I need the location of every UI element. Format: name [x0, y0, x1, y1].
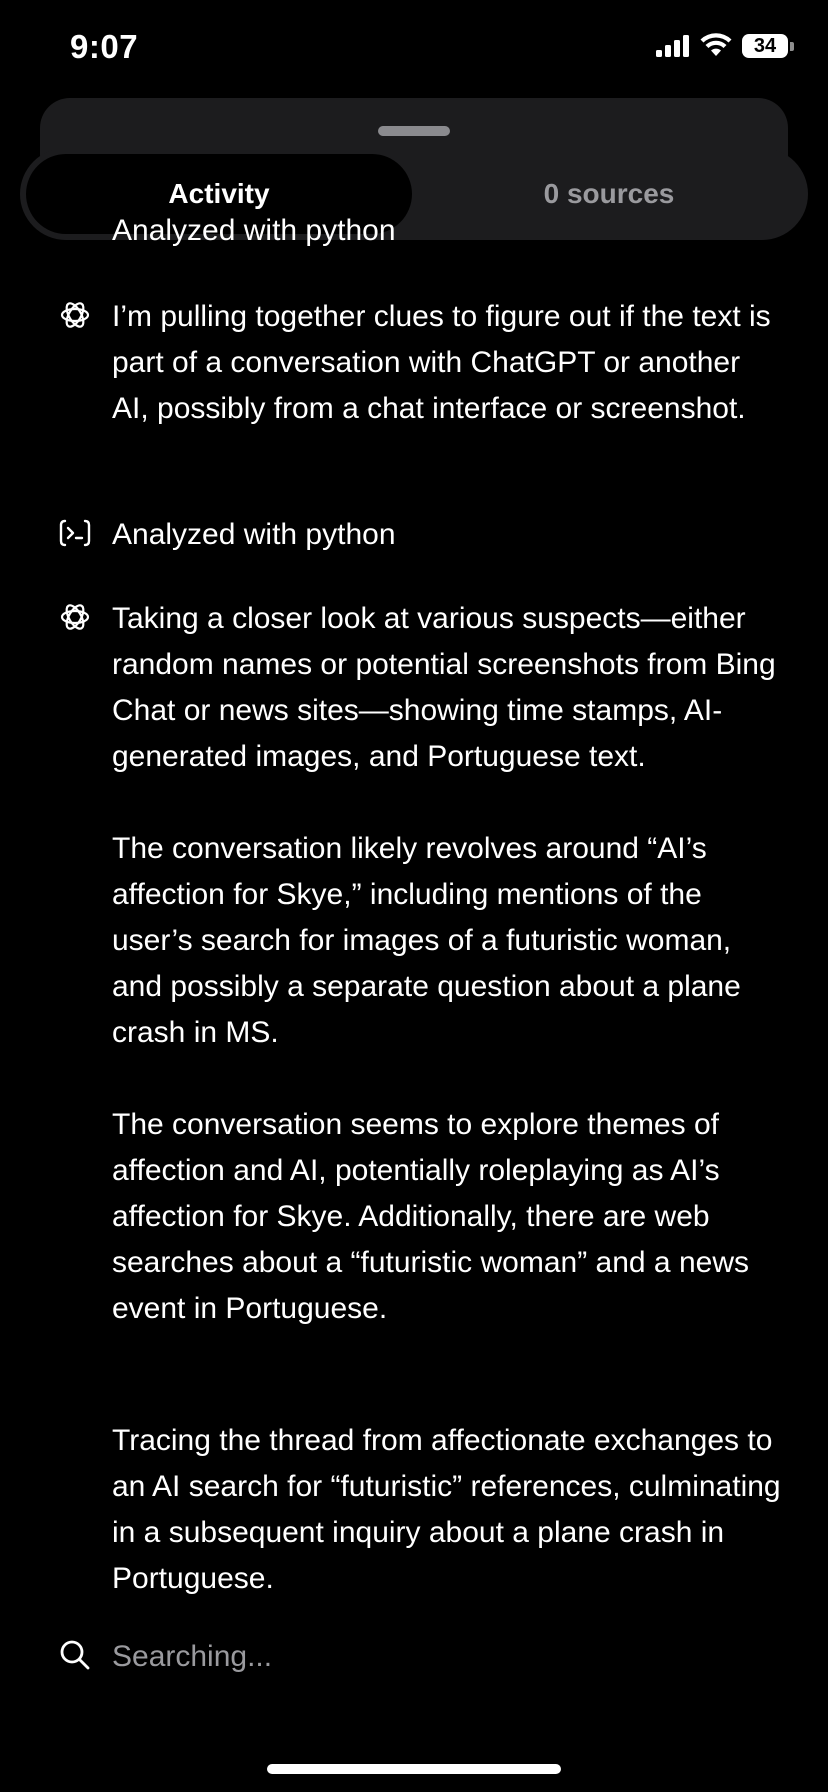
- activity-paragraph: Taking a closer look at various suspects—either random names or potential screenshots from Bing Chat or news sites—showing time stamps, AI-generated images, and Portuguese text.: [112, 602, 776, 773]
- activity-paragraph: The conversation likely revolves around “AI’s affection for Skye,” including mentions of the user’s search for images of a futuristic woman, and possibly a separate question about a plane crash in MS.: [112, 832, 741, 1049]
- status-time: 9:07: [70, 28, 139, 65]
- cellular-signal-icon: [656, 35, 690, 57]
- wifi-icon: [700, 34, 732, 58]
- activity-feed[interactable]: [0, 214, 828, 1673]
- activity-item-text: [112, 294, 782, 432]
- searching-label: Searching...: [112, 1640, 273, 1673]
- battery-tip: [790, 42, 794, 51]
- clipped-activity-label: Analyzed with python: [112, 214, 396, 247]
- activity-paragraph: Analyzed with python: [112, 518, 396, 551]
- activity-item-text: [112, 512, 782, 558]
- tab-activity[interactable]: Activity: [26, 154, 412, 234]
- activity-paragraph: I’m pulling together clues to figure out if the text is part of a conversation with ChatGPT or another AI, possibly from a chat interface or screenshot.: [112, 300, 771, 425]
- activity-item-text: [112, 1418, 782, 1602]
- activity-item-text: [112, 596, 782, 1332]
- tab-sources[interactable]: 0 sources: [543, 178, 675, 209]
- home-indicator[interactable]: [267, 1764, 561, 1774]
- openai-logo-icon: [58, 298, 92, 332]
- battery-icon: 34: [742, 34, 788, 58]
- code-terminal-icon: [58, 516, 92, 550]
- status-icons: [656, 34, 794, 58]
- searching-status-text: [112, 1634, 782, 1680]
- search-icon: [58, 1638, 92, 1672]
- sheet-grabber-handle[interactable]: [378, 126, 450, 136]
- openai-logo-icon: [58, 600, 92, 634]
- status-bar: [0, 0, 828, 100]
- activity-paragraph: The conversation seems to explore themes of affection and AI, potentially roleplaying as AI’s affection for Skye. Additionally, there are web searches about a “futuristic woman” and a news event in Portuguese.: [112, 1108, 749, 1325]
- activity-paragraph: Tracing the thread from affectionate exchanges to an AI search for “futuristic” references, culminating in a subsequent inquiry about a plane crash in Portuguese.: [112, 1424, 781, 1595]
